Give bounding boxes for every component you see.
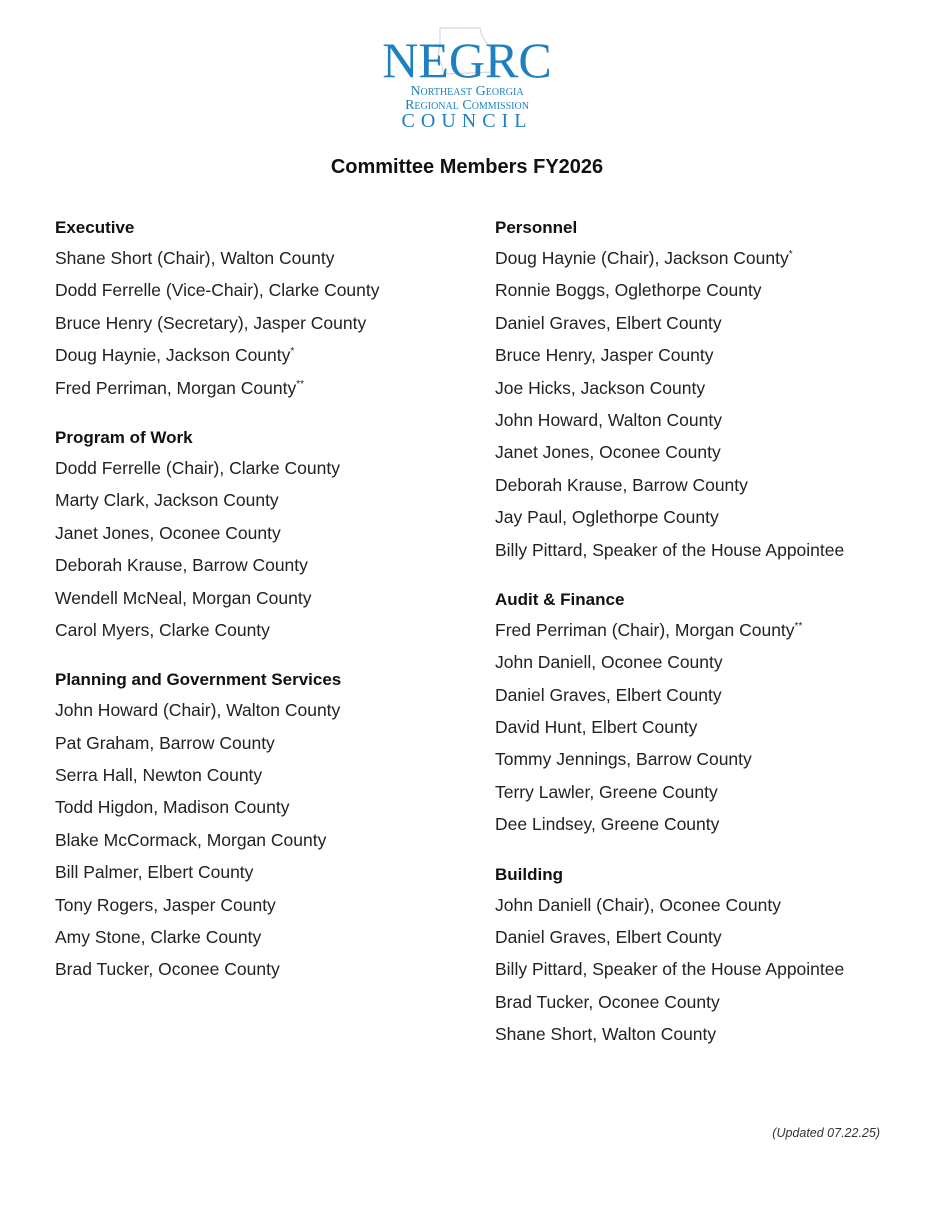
member-name: Amy Stone, Clarke County (55, 927, 262, 948)
member-row (55, 242, 475, 274)
member-row (495, 469, 915, 501)
member-name: Deborah Krause, Barrow County (495, 474, 748, 495)
member-name: Doug Haynie, Jackson County (55, 345, 291, 366)
member-row (495, 614, 915, 646)
member-row (55, 339, 475, 371)
member-name: Bruce Henry, Jasper County (495, 345, 714, 366)
member-row (495, 307, 915, 339)
right-column (495, 214, 915, 1051)
committee-section (495, 214, 915, 566)
member-name: Ronnie Boggs, Oglethorpe County (495, 280, 762, 301)
member-row (55, 274, 475, 306)
member-row (495, 274, 915, 306)
logo-line-2: Regional Commission (405, 98, 529, 113)
member-row (55, 517, 475, 549)
negrc-logo (372, 26, 562, 130)
member-row (55, 614, 475, 646)
section-title: Personnel (495, 218, 578, 237)
member-row (55, 484, 475, 516)
section-title: Executive (55, 218, 135, 237)
member-name: Brad Tucker, Oconee County (495, 991, 720, 1012)
member-name: John Daniell, Oconee County (495, 652, 723, 673)
member-name: Bruce Henry (Secretary), Jasper County (55, 312, 367, 333)
member-name: Shane Short, Walton County (495, 1024, 717, 1045)
committee-section (55, 424, 475, 646)
updated-date: (Updated 07.22.25) (772, 1126, 880, 1140)
section-title: Audit & Finance (495, 589, 625, 609)
member-name: Marty Clark, Jackson County (55, 490, 279, 511)
member-name: Serra Hall, Newton County (55, 765, 263, 786)
logo-acronym: NEGRC (382, 32, 552, 88)
member-name: John Howard, Walton County (495, 409, 722, 430)
member-name: Daniel Graves, Elbert County (495, 312, 722, 333)
member-name: Todd Higdon, Madison County (55, 797, 290, 818)
section-title: Building (495, 864, 563, 884)
member-name: Deborah Krause, Barrow County (55, 555, 308, 576)
member-row (495, 339, 915, 371)
page-title: Committee Members FY2026 (330, 156, 604, 178)
member-row (495, 953, 915, 985)
member-row (495, 679, 915, 711)
member-row (55, 856, 475, 888)
footnote-mark: ** (794, 620, 803, 632)
committee-section (495, 586, 915, 841)
member-row (495, 534, 915, 566)
member-name: Bill Palmer, Elbert County (55, 862, 254, 883)
member-row (55, 824, 475, 856)
member-row (55, 921, 475, 953)
footnote-mark: * (788, 249, 793, 260)
committee-section (55, 666, 475, 986)
member-name: John Daniell (Chair), Oconee County (495, 894, 781, 915)
member-row (495, 404, 915, 436)
member-name: Doug Haynie (Chair), Jackson County (495, 248, 789, 268)
member-name: Fred Perriman, Morgan County (55, 377, 297, 398)
logo-line-1: Northeast Georgia (410, 84, 524, 99)
member-row (495, 889, 915, 921)
committee-section (55, 214, 475, 404)
section-title: Planning and Government Services (55, 670, 342, 690)
member-row (495, 1018, 915, 1050)
member-row (495, 743, 915, 775)
member-row (495, 711, 915, 743)
member-name: Blake McCormack, Morgan County (55, 829, 327, 850)
footnote-mark: * (290, 346, 295, 358)
member-row (495, 242, 915, 274)
member-row (495, 501, 915, 533)
member-name: Carol Myers, Clarke County (55, 619, 270, 640)
member-name: Tony Rogers, Jasper County (55, 894, 276, 915)
member-row (55, 759, 475, 791)
member-name: Dodd Ferrelle (Chair), Clarke County (55, 457, 340, 478)
member-row (55, 727, 475, 759)
member-name: Daniel Graves, Elbert County (495, 927, 722, 948)
member-name: Dee Lindsey, Greene County (495, 814, 720, 835)
footnote-mark: ** (296, 378, 305, 390)
member-row (55, 694, 475, 726)
member-name: Jay Paul, Oglethorpe County (495, 507, 719, 528)
left-column (55, 214, 475, 986)
committee-section (495, 861, 915, 1051)
member-name: Terry Lawler, Greene County (495, 781, 718, 802)
member-row (55, 307, 475, 339)
logo-line-3: COUNCIL (401, 110, 533, 132)
member-name: John Howard (Chair), Walton County (55, 700, 341, 721)
member-row (55, 582, 475, 614)
member-name: Joe Hicks, Jackson County (495, 377, 706, 398)
member-row (55, 953, 475, 985)
member-row (495, 436, 915, 468)
member-name: Fred Perriman (Chair), Morgan County (495, 619, 795, 640)
member-row (55, 889, 475, 921)
member-row (55, 452, 475, 484)
member-name: Janet Jones, Oconee County (495, 442, 721, 463)
member-name: Billy Pittard, Speaker of the House Appointee (495, 959, 845, 980)
member-name: Shane Short (Chair), Walton County (55, 248, 335, 268)
member-row (55, 549, 475, 581)
member-name: Janet Jones, Oconee County (55, 522, 281, 543)
member-name: Billy Pittard, Speaker of the House Appointee (495, 539, 845, 560)
member-name: David Hunt, Elbert County (495, 717, 698, 738)
member-name: Daniel Graves, Elbert County (495, 684, 722, 705)
member-row (55, 791, 475, 823)
section-title: Program of Work (55, 427, 193, 447)
member-name: Dodd Ferrelle (Vice-Chair), Clarke County (55, 280, 380, 301)
member-row (495, 776, 915, 808)
member-row (495, 372, 915, 404)
member-row (495, 921, 915, 953)
member-name: Wendell McNeal, Morgan County (55, 587, 312, 608)
member-name: Brad Tucker, Oconee County (55, 959, 280, 980)
member-row (495, 808, 915, 840)
member-row (495, 646, 915, 678)
member-row (55, 372, 475, 404)
member-row (495, 986, 915, 1018)
member-name: Pat Graham, Barrow County (55, 732, 275, 753)
member-name: Tommy Jennings, Barrow County (495, 749, 752, 770)
